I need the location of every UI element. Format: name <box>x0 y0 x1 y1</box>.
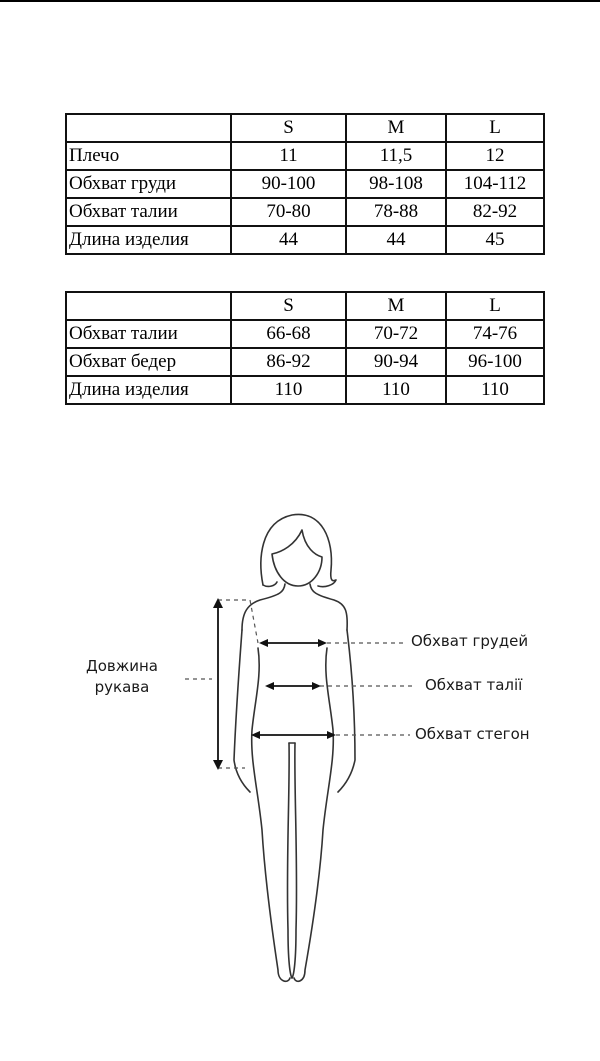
female-body-outline-icon <box>0 500 600 1000</box>
row-label: Обхват бедер <box>66 348 231 376</box>
table-row <box>66 142 544 170</box>
cell-l: 74-76 <box>446 320 544 348</box>
top-border-line <box>0 0 600 2</box>
size-table-top <box>65 113 545 255</box>
header-cell <box>66 292 231 320</box>
row-label: Обхват талии <box>66 198 231 226</box>
header-cell-m: M <box>346 292 446 320</box>
cell-l: 82-92 <box>446 198 544 226</box>
cell-l: 104-112 <box>446 170 544 198</box>
header-cell-s: S <box>231 114 346 142</box>
sleeve-length-label <box>86 656 158 698</box>
cell-l: 45 <box>446 226 544 254</box>
hips-label: Обхват стегон <box>415 725 530 743</box>
header-cell <box>66 114 231 142</box>
table-row <box>66 348 544 376</box>
size-table-bottom <box>65 291 545 405</box>
cell-m: 78-88 <box>346 198 446 226</box>
waist-label: Обхват талії <box>425 676 523 694</box>
table-row <box>66 198 544 226</box>
cell-l: 12 <box>446 142 544 170</box>
table-row <box>66 170 544 198</box>
cell-s: 110 <box>231 376 346 404</box>
cell-s: 90-100 <box>231 170 346 198</box>
header-cell-l: L <box>446 114 544 142</box>
header-cell-l: L <box>446 292 544 320</box>
cell-m: 11,5 <box>346 142 446 170</box>
cell-s: 86-92 <box>231 348 346 376</box>
cell-m: 44 <box>346 226 446 254</box>
sleeve-length-line1: Довжина <box>86 657 158 675</box>
chest-label: Обхват грудей <box>411 632 529 650</box>
header-cell-s: S <box>231 292 346 320</box>
cell-s: 66-68 <box>231 320 346 348</box>
header-cell-m: M <box>346 114 446 142</box>
row-label: Длина изделия <box>66 376 231 404</box>
row-label: Длина изделия <box>66 226 231 254</box>
row-label: Обхват талии <box>66 320 231 348</box>
table-row <box>66 320 544 348</box>
table-row <box>66 376 544 404</box>
sleeve-length-line2: рукава <box>94 678 150 696</box>
cell-m: 110 <box>346 376 446 404</box>
cell-s: 70-80 <box>231 198 346 226</box>
table-header-row <box>66 292 544 320</box>
cell-l: 110 <box>446 376 544 404</box>
table-header-row <box>66 114 544 142</box>
cell-m: 90-94 <box>346 348 446 376</box>
cell-m: 98-108 <box>346 170 446 198</box>
row-label: Плечо <box>66 142 231 170</box>
cell-m: 70-72 <box>346 320 446 348</box>
cell-l: 96-100 <box>446 348 544 376</box>
cell-s: 11 <box>231 142 346 170</box>
row-label: Обхват груди <box>66 170 231 198</box>
cell-s: 44 <box>231 226 346 254</box>
measurement-figure <box>0 500 600 1000</box>
table-row <box>66 226 544 254</box>
